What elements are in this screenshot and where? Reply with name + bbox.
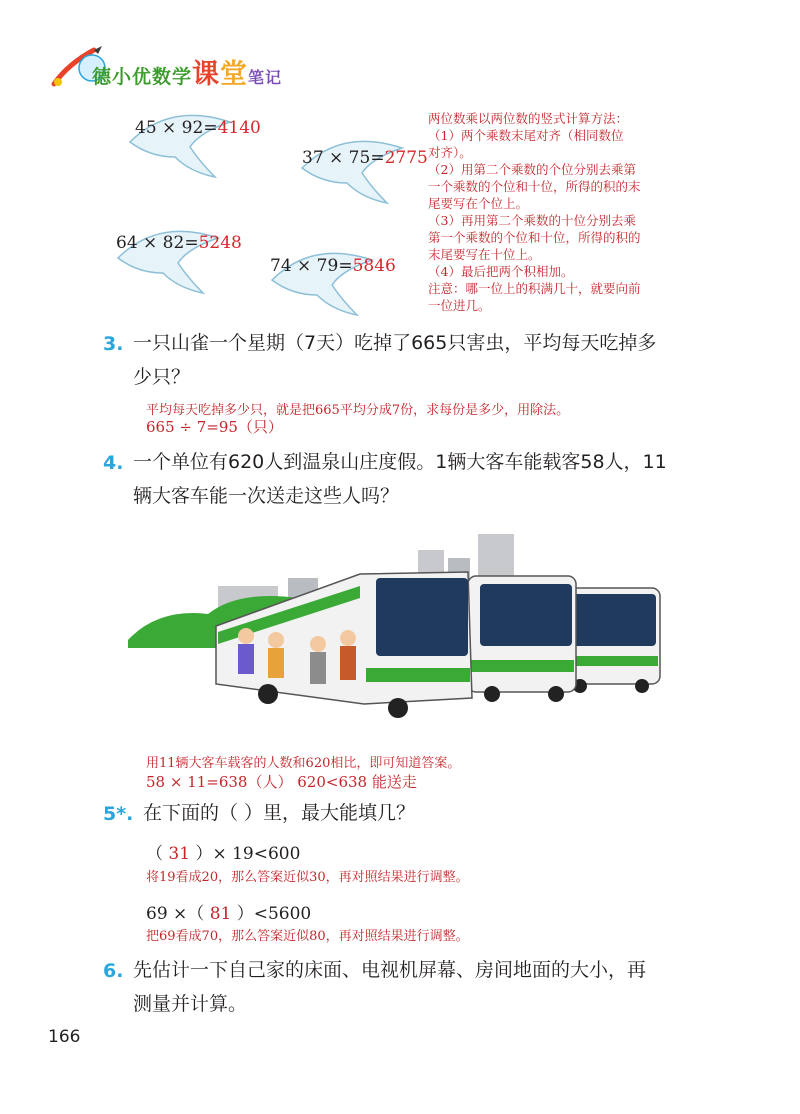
question-6-text: 先估计一下自己家的床面、电视机屏幕、房间地面的大小，再 测量并计算。 bbox=[133, 959, 647, 1015]
method-note-line: 末尾要写在十位上。 bbox=[428, 247, 541, 262]
method-notes bbox=[428, 110, 718, 314]
method-note-line: 尾要写在个位上。 bbox=[428, 196, 529, 211]
bird-icon bbox=[292, 128, 422, 208]
buses-illustration bbox=[128, 528, 668, 728]
question-4-text: 一个单位有620人到温泉山庄度假。1辆大客车能载客58人，11 辆大客车能一次送走这些人吗？ bbox=[133, 451, 667, 507]
question-5b-hint: 把69看成70，那么答案近似80，再对照结果进行调整。 bbox=[146, 929, 469, 944]
question-4-number: 4. bbox=[103, 452, 124, 474]
bus-icon bbox=[468, 576, 576, 702]
answer-fill: 31 bbox=[168, 844, 191, 864]
question-4-hint: 用11辆大客车载客的人数和620相比，即可知道答案。 bbox=[146, 756, 461, 771]
question-5-text: 在下面的（ ）里，最大能填几？ bbox=[143, 802, 416, 824]
method-note-line: 一个乘数的个位和十位，所得的积的末 bbox=[428, 179, 641, 194]
bird-icon bbox=[262, 240, 392, 320]
bird-icon bbox=[120, 102, 250, 182]
question-3-calculation: 665 ÷ 7=95（只） bbox=[146, 418, 283, 436]
method-note-line: 一位进几。 bbox=[428, 298, 491, 313]
method-note-line: （4）最后把两个积相加。 bbox=[428, 264, 574, 279]
question-4-calculation: 58 × 11=638（人） 620<638 能送走 bbox=[146, 773, 417, 791]
bird-equation: 37 × 75=2775 bbox=[302, 148, 428, 168]
bird-equation: 64 × 82=5248 bbox=[116, 233, 242, 253]
bird-equation: 74 × 79=5846 bbox=[270, 256, 396, 276]
method-note-line: 对齐）。 bbox=[428, 145, 472, 160]
question-5a-hint: 将19看成20，那么答案近似30，再对照结果进行调整。 bbox=[146, 870, 469, 885]
question-5b-inequality: 69 ×（ 81 ）<5600 bbox=[146, 904, 312, 924]
header-logo-text: 德小优数学课堂笔记 bbox=[92, 59, 283, 90]
method-note-line: 注意：哪一位上的积满几十，就要向前 bbox=[428, 281, 641, 296]
question-3-number: 3. bbox=[103, 333, 124, 355]
question-5a-inequality: （ 31 ）× 19<600 bbox=[146, 844, 301, 864]
method-note-line: 第一个乘数的个位和十位，所得的积的 bbox=[428, 230, 641, 245]
bird-icon bbox=[108, 218, 238, 298]
question-3-hint: 平均每天吃掉多少只，就是把665平均分成7份，求每份是多少，用除法。 bbox=[146, 403, 570, 418]
method-note-line: （1）两个乘数末尾对齐（相同数位 bbox=[428, 128, 624, 143]
question-6-number: 6. bbox=[103, 960, 124, 982]
method-note-line: （2）用第二个乘数的个位分别去乘第 bbox=[428, 162, 636, 177]
question-5-number: 5*. bbox=[103, 803, 134, 825]
answer-fill: 81 bbox=[209, 904, 232, 924]
method-note-line: 两位数乘以两位数的竖式计算方法： bbox=[428, 111, 629, 126]
bird-equation: 45 × 92=4140 bbox=[135, 118, 261, 138]
method-note-line: （3）再用第二个乘数的十位分别去乘 bbox=[428, 213, 636, 228]
page-number: 166 bbox=[48, 1027, 81, 1047]
question-3-text: 一只山雀一个星期（7天）吃掉了665只害虫，平均每天吃掉多 少只？ bbox=[133, 332, 657, 388]
